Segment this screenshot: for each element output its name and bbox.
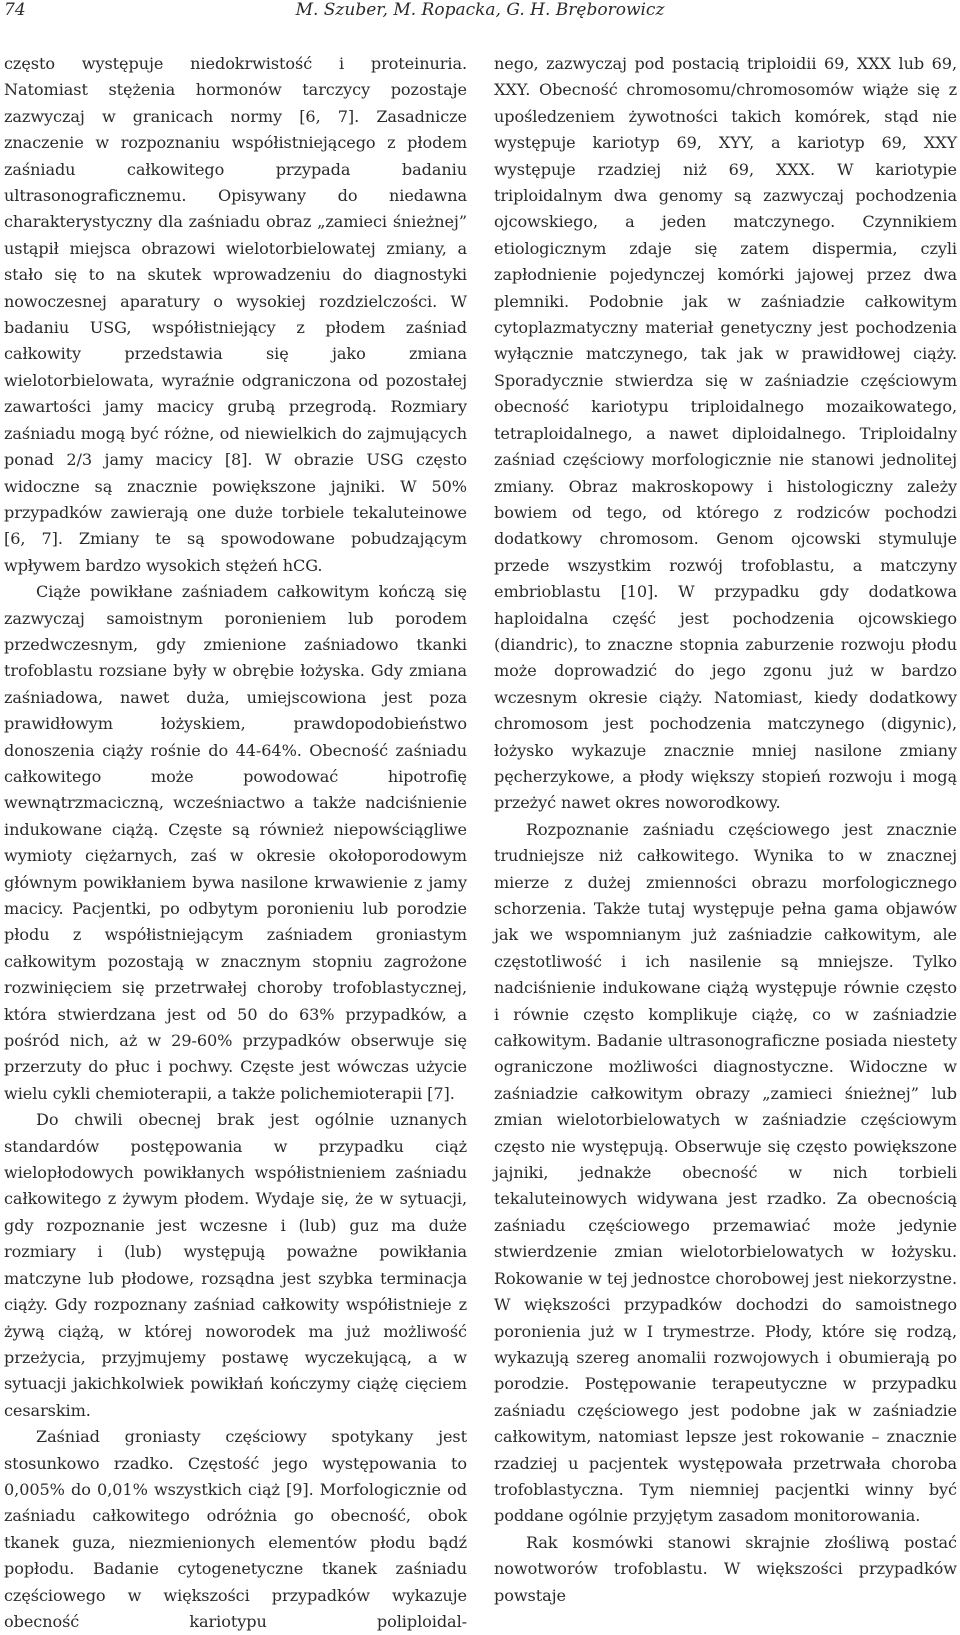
running-head: M. Szuber, M. Ropacka, G. H. Bręborowicz [295, 0, 665, 20]
right-column [494, 51, 957, 1609]
paragraph: Zaśniad groniasty częściowy spotykany jest stosunkowo rzadko. Częstość jego występowania to 0,005% do 0,01% wszystkich ciąż [9]. Morfologicznie od zaśniadu całkowitego odróżnia go obecność, obok tkanek guza, niezmienionych elementów płodu bądź popłodu. Badanie cytogenetyczne tkanek zaśniadu częściowego w większości przypadków wykazuje obecność kariotypu poliploidal- [4, 1427, 467, 1631]
paragraph: Ciąże powikłane zaśniadem całkowitym kończą się zazwyczaj samoistnym poronieniem lub porodem przedwczesnym, gdy zmienione zaśniadowo tkanki trofoblastu rozsiane były w obrębie łożyska. Gdy zmiana zaśniadowa, nawet duża, umiejscowiona jest poza prawidłowym łożyskiem, prawdopodobieństwo donoszenia ciąży rośnie do 44-64%. Obecność zaśniadu całkowitego może powodować hipotrofię wewnątrzmaciczną, wcześniactwo a także nadciśnienie indukowane ciążą. Częste są również niepowściągliwe wymioty ciężarnych, zaś w okresie okołoporodowym głównym powikłaniem bywa nasilone krwawienie z jamy macicy. Pacjentki, po odbytym poronieniu lub porodzie płodu z współistniejącym zaśniadem groniastym całkowitym pozostają w znacznym stopniu zagrożone rozwinięciem się przetrwałej choroby trofoblastycznej, która stwierdzana jest od 50 do 63% przypadków, a pośród nich, aż w 29-60% przypadków obserwuje się przerzuty do płuc i pochwy. Częste jest wówczas użycie wielu cykli chemioterapii, a także polichemioterapii [7]. [4, 582, 467, 1103]
paragraph: nego, zazwyczaj pod postacią triploidii 69, XXX lub 69, XXY. Obecność chromosomu/chromosomów wiąże się z upośledzeniem żywotności takich komórek, stąd nie występuje kariotyp 69, XYY, a kariotyp 69, XXY występuje rzadziej niż 69, XXX. W kariotypie triploidalnym dwa genomy są zazwyczaj pochodzenia ojcowskiego, a jeden matczynego. Czynnikiem etiologicznym zdaje się zatem dispermia, czyli zapłodnienie pojedynczej komórki jajowej przez dwa plemniki. Podobnie jak w zaśniadzie całkowitym cytoplazmatyczny materiał genetyczny jest pochodzenia wyłącznie matczynego, tak jak w prawidłowej ciąży. Sporadycznie stwierdza się w zaśniadzie częściowym obecność kariotypu triploidalnego mozaikowatego, tetraploidalnego, a nawet diploidalnego. Triploidalny zaśniad częściowy morfologicznie nie stanowi jednolitej zmiany. Obraz makroskopowy i histologiczny zależy bowiem od tego, od którego z rodziców pochodzi dodatkowy chromosom. Genom ojcowski stymuluje przede wszystkim rozwój trofoblastu, a matczyny embrioblastu [10]. W przypadku gdy dodatkowa haploidalna część jest pochodzenia ojcowskiego (diandric), to znaczne stopnia zaburzenie rozwoju płodu może doprowadzić do jego zgonu już w bardzo wczesnym okresie ciąży. Natomiast, kiedy dodatkowy chromosom jest pochodzenia matczynego (digynic), łożysko wykazuje znacznie mniej nasilone zmiany pęcherzykowe, a płody większy stopień rozwoju i mogą przeżyć nawet okres noworodkowy. [494, 54, 957, 813]
page-number: 74 [4, 0, 26, 20]
paragraph: Rozpoznanie zaśniadu częściowego jest znacznie trudniejsze niż całkowitego. Wynika to w znacznej mierze z dużej zmienności obrazu morfologicznego schorzenia. Także tutaj występuje pełna gama objawów jak we wspomnianym już zaśniadzie całkowitym, ale częstotliwość i ich nasilenie są mniejsze. Tylko nadciśnienie indukowane ciążą występuje równie często i równie często komplikuje ciążę, co w zaśniadzie całkowitym. Badanie ultrasonograficzne posiada niestety ograniczone możliwości diagnostyczne. Widoczne w zaśniadzie całkowitym obrazy „zamieci śnieżnej” lub zmian wielotorbielowatych w zaśniadzie częściowym często nie występują. Obserwuje się często powiększone jajniki, jednakże obecność w nich torbieli tekaluteinowych widywana jest rzadko. Za obecnością zaśniadu częściowego przemawiać może jedynie stwierdzenie zmian wielotorbielowatych w łożysku. Rokowanie w tej jednostce chorobowej jest niekorzystne. W większości przypadków dochodzi do samoistnego poronienia już w I trymestrze. Płody, które się rodzą, wykazują szereg anomalii rozwojowych i obumierają po porodzie. Postępowanie terapeutyczne w przypadku zaśniadu częściowego jest podobne jak w zaśniadzie całkowitym, natomiast lepsze jest rokowanie – znacznie rzadziej u pacjentek występowała przetrwała choroba trofoblastyczna. Tym niemniej pacjentki winny być poddane ogólnie przyjętym zasadom monitorowania. [494, 819, 957, 1526]
left-column [4, 51, 467, 1635]
paragraph: Rak kosmówki stanowi skrajnie złośliwą postać nowotworów trofoblastu. W większości przypadków powstaje [494, 1532, 957, 1605]
paragraph: Do chwili obecnej brak jest ogólnie uznanych standardów postępowania w przypadku ciąż wielopłodowych powikłanych współistnieniem zaśniadu całkowitego z żywym płodem. Wydaje się, że w sytuacji, gdy rozpoznanie jest wczesne i (lub) guz ma duże rozmiary i (lub) występują poważne powikłania matczyne lub płodowe, rozsądna jest szybka terminacja ciąży. Gdy rozpoznany zaśniad całkowity współistnieje z żywą ciążą, w której noworodek ma już możliwość przeżycia, przyjmujemy postawę wyczekującą, a w sytuacji jakichkolwiek powikłań kończymy ciążę cięciem cesarskim. [4, 1110, 467, 1420]
page-header [0, 0, 960, 26]
paragraph: często występuje niedokrwistość i proteinuria. Natomiast stężenia hormonów tarczycy pozostaje zazwyczaj w granicach normy [6, 7]. Zasadnicze znaczenie w rozpoznaniu współistniejącego z płodem zaśniadu całkowitego przypada badaniu ultrasonograficznemu. Opisywany do niedawna charakterystyczny dla zaśniadu obraz „zamieci śnieżnej” ustąpił miejsca obrazowi wielotorbielowatej zmiany, a stało się to na skutek wprowadzeniu do diagnostyki nowoczesnej aparatury o wysokiej rozdzielczości. W badaniu USG, współistniejący z płodem zaśniad całkowity przedstawia się jako zmiana wielotorbielowata, wyraźnie odgraniczona od pozostałej zawartości jamy macicy grubą przegrodą. Rozmiary zaśniadu mogą być różne, od niewielkich do zajmujących ponad 2/3 jamy macicy [8]. W obrazie USG często widoczne są znacznie powiększone jajniki. W 50% przypadków zawierają one duże torbiele tekaluteinowe [6, 7]. Zmiany te są spowodowane pobudzającym wpływem bardzo wysokich stężeń hCG. [4, 54, 467, 575]
